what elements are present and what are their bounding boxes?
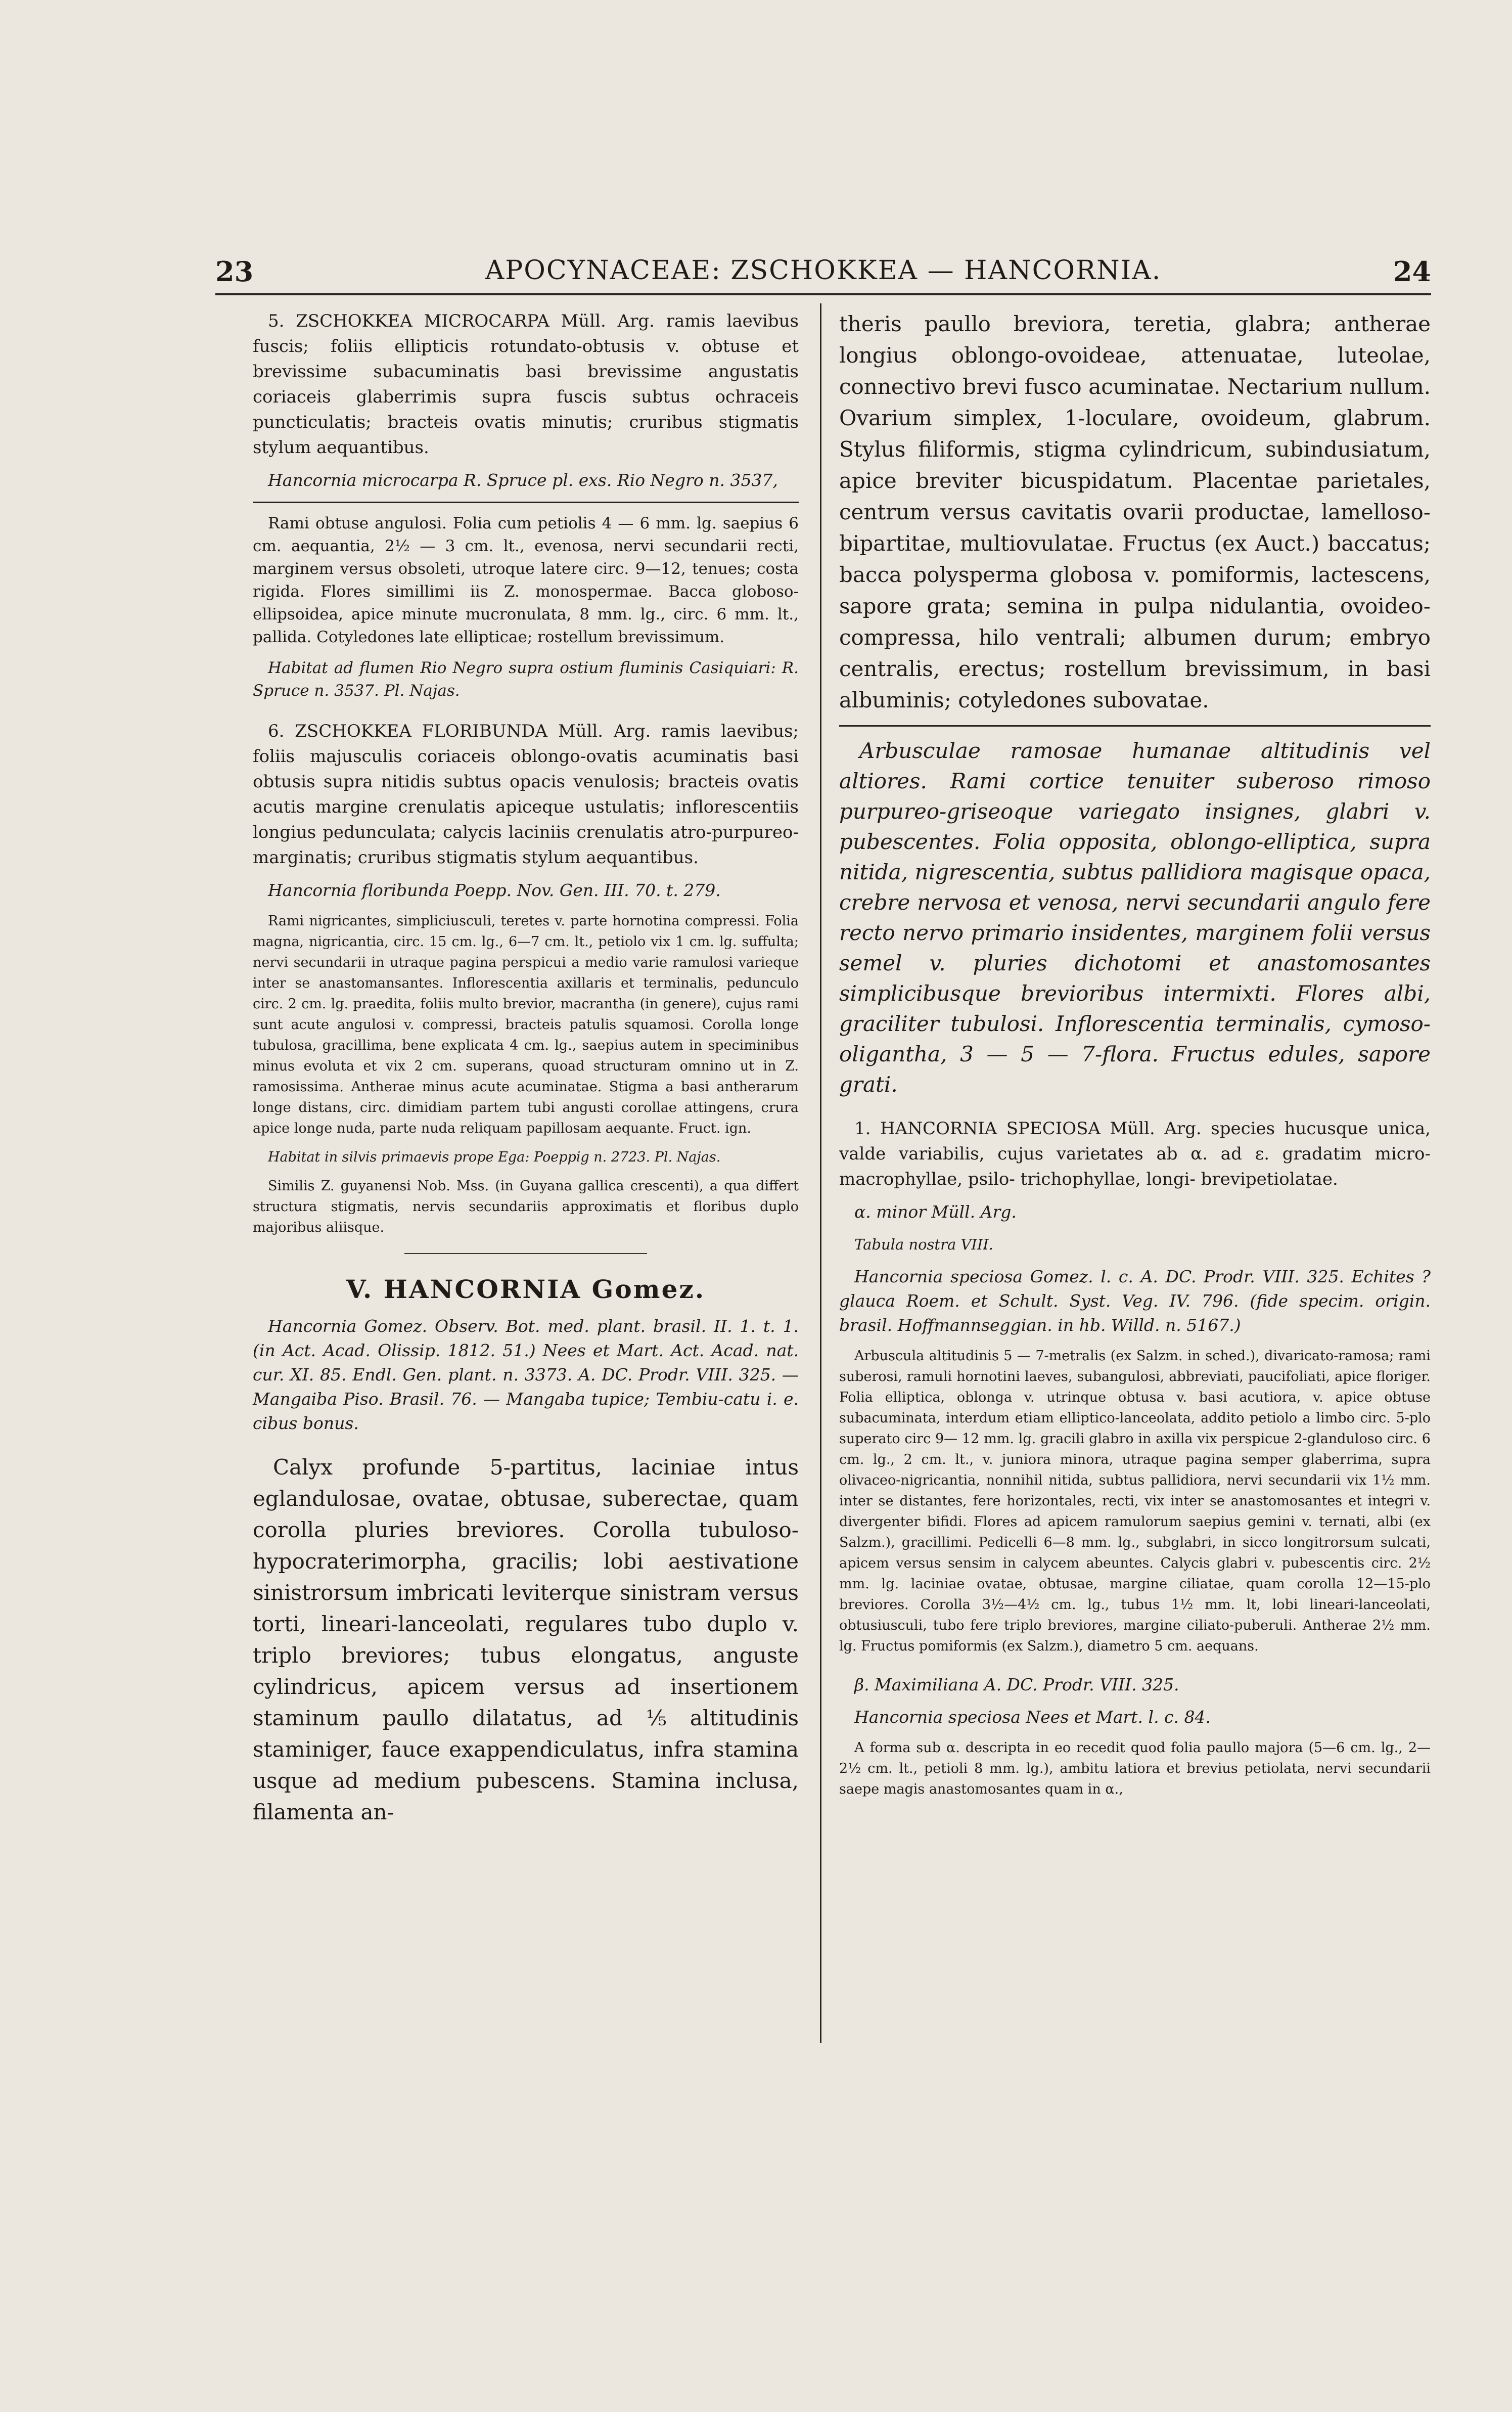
rule	[253, 502, 799, 503]
species-5-diagnosis: 5. ZSCHOKKEA MICROCARPA Müll. Arg. ramis laevibus fuscis; foliis ellipticis rotundato-obtusis v. obtuse et brevissime subacuminatis basi brevissime angustatis coriaceis glaberrimis supra fuscis subtus ochraceis puncticulatis; bracteis ovatis minutis; cruribus stigmatis stylum aequantibus.	[253, 311, 799, 458]
species-6-diagnosis: 6. ZSCHOKKEA FLORIBUNDA Müll. Arg. ramis laevibus; foliis majusculis coriaceis oblongo-ovatis acuminatis basi obtusis supra nitidis subtus opacis venulosis; bracteis ovatis acutis margine crenulatis apiceque ustulatis; inflorescentiis longius pedunculata; calycis laciniis crenulatis atro-purpureo-marginatis; cruribus stigmatis stylum aequantibus.	[253, 721, 799, 868]
species-6-note: Similis Z. guyanensi Nob. Mss. (in Guyana gallica crescenti), a qua differt structura stigmatis, nervis secundariis approximatis et floribus duplo majoribus aliisque.	[253, 1178, 799, 1235]
page-number-right: 24	[1393, 255, 1431, 288]
species-1-diagnosis: 1. HANCORNIA SPECIOSA Müll. Arg. species hucusque unica, valde variabilis, cujus varietates ab α. ad ε. gradatim micro- macrophyllae, psilo- trichophyllae, longi- brevipetiolatae.	[839, 1119, 1431, 1189]
species-6-habitat: Habitat in silvis primaevis prope Ega: Poeppig n. 2723. Pl. Najas.	[268, 1149, 721, 1165]
variety-beta-synonym: Hancornia speciosa Nees et Mart. l. c. 84.	[854, 1707, 1211, 1727]
rule	[839, 725, 1431, 727]
plate-reference: Tabula nostra VIII.	[854, 1236, 993, 1253]
variety-alpha-description: Arbuscula altitudinis 5 — 7-metralis (ex Salzm. in sched.), divaricato-ramosa; rami suberosi, ramuli hornotini laeves, subangulosi, abbreviati, paucifoliati, apice floriger. Folia elliptica, oblonga v. utrinque obtusa v. basi acutiora, v. apice obtuse subacuminata, interdum etiam elliptico-lanceolata, addito petiolo a limbo circ. 5-plo superato circ 9— 12 mm. lg. gracili glabro in axilla vix perspicue 2-glanduloso circ. 6 cm. lg., 2 cm. lt., v. juniora minora, utraque pagina semper glaberrima, supra olivaceo-nigricantia, nonnihil nitida, subtus pallidiora, nervi secundarii vix 1½ mm. inter se distantes, fere horizontales, recti, vix inter se anastomosantes et integri v. divergenter bifidi. Flores ad apicem ramulorum saepius gemini v. ternati, albi (ex Salzm.), gracillimi. Pedicelli 6—8 mm. lg., subglabri, in sicco longitrorsum sulcati, apicem versus sensim in calycem abeuntes. Calycis glabri v. pubescentis circ. 2½ mm. lg. laciniae ovatae, obtusae, margine ciliatae, quam corolla 12—15-plo breviores. Corolla 3½—4½ cm. lg., tubus 1½ mm. lt, lobi lineari-lanceolati, obtusiusculi, tubo fere triplo breviores, margine ciliato-puberuli. Antherae 2½ mm. lg. Fructus pomiformis (ex Salzm.), diametro 5 cm. aequans.	[839, 1348, 1431, 1654]
genus-habit: Arbusculae ramosae humanae altitudinis vel altiores. Rami cortice tenuiter suberoso rimoso purpureo-griseoque variegato insignes, glabri v. pubescentes. Folia opposita, oblongo-elliptica, supra nitida, nigrescentia, subtus pallidiora magisque opaca, crebre nervosa et venosa, nervi secundarii angulo fere recto nervo primario insidentes, marginem folii versus semel v. pluries dichotomi et anastomosantes simplicibusque brevioribus intermixti. Flores albi, graciliter tubulosi. Inflorescentia terminalis, cymoso-oligantha, 3 — 5 — 7-flora. Fructus edules, sapore grati.	[839, 738, 1431, 1097]
genus-description: Calyx profunde 5-partitus, laciniae intus eglandulosae, ovatae, obtusae, suberectae, quam corolla pluries breviores. Corolla tubuloso-hypocraterimorpha, gracilis; lobi aestivatione sinistrorsum imbricati leviterque sinistram versus torti, lineari-lanceolati, regulares tubo duplo v. triplo breviores; tubus elongatus, anguste cylindricus, apicem versus ad insertionem staminum paullo dilatatus, ad ⅕ altitudinis staminiger, fauce exappendiculatus, infra stamina usque ad medium pubescens. Stamina inclusa, filamenta an-	[253, 1455, 799, 1824]
variety-beta: β. Maximiliana A. DC. Prodr. VIII. 325.	[854, 1675, 1179, 1694]
section-separator	[404, 1253, 647, 1254]
genus-description-continued: theris paullo breviora, teretia, glabra; antherae longius oblongo-ovoideae, attenuatae, luteolae, connectivo brevi fusco acuminatae. Nectarium nullum. Ovarium simplex, 1-loculare, ovoideum, glabrum. Stylus filiformis, stigma cylindricum, subindusiatum, apice breviter bicuspidatum. Placentae parietales, centrum versus cavitatis ovarii productae, lamelloso-bipartitae, multiovulatae. Fructus (ex Auct.) baccatus; bacca polysperma globosa v. pomiformis, lactescens, sapore grata; semina in pulpa nidulantia, ovoideo-compressa, hilo ventrali; albumen durum; embryo centralis, erectus; rostellum brevissimum, in basi albuminis; cotyledones subovatae.	[839, 311, 1431, 712]
left-column	[253, 308, 799, 1828]
species-5-synonym: Hancornia microcarpa R. Spruce pl. exs. Rio Negro n. 3537,	[268, 470, 778, 490]
right-column	[839, 308, 1431, 1800]
species-6-synonym: Hancornia floribunda Poepp. Nov. Gen. III. 70. t. 279.	[268, 880, 721, 900]
variety-alpha: α. minor Müll. Arg.	[854, 1202, 1017, 1222]
species-5-habitat: Habitat ad flumen Rio Negro supra ostium fluminis Casiquiari: R. Spruce n. 3537. Pl. Najas.	[253, 659, 799, 700]
running-title: APOCYNACEAE: ZSCHOKKEA — HANCORNIA.	[485, 255, 1162, 286]
variety-beta-description: A forma sub α. descripta in eo recedit quod folia paullo majora (5—6 cm. lg., 2—2½ cm. lt., petioli 8 mm. lg.), ambitu latiora et brevius petiolata, nervi secundarii saepe magis anastomosantes quam in α.,	[839, 1740, 1431, 1797]
genus-synonymy: Hancornia Gomez. Observ. Bot. med. plant. brasil. II. 1. t. 1. (in Act. Acad. Olissip. 1812. 51.) Nees et Mart. Act. Acad. nat. cur. XI. 85. Endl. Gen. plant. n. 3373. A. DC. Prodr. VIII. 325. — Mangaiba Piso. Brasil. 76. — Mangaba tupice; Tembiu-catu i. e. cibus bonus.	[253, 1316, 799, 1433]
header-rule	[215, 293, 1431, 295]
species-5-description: Rami obtuse angulosi. Folia cum petiolis 4 — 6 mm. lg. saepius 6 cm. aequantia, 2½ — 3 cm. lt., evenosa, nervi secundarii recti, marginem versus obsoleti, utroque latere circ. 9—12, tenues; costa rigida. Flores simillimi iis Z. monospermae. Bacca globoso-ellipsoidea, apice minute mucronulata, 8 mm. lg., circ. 6 mm. lt., pallida. Cotyledones late ellipticae; rostellum brevissimum.	[253, 514, 799, 646]
genus-title: V. HANCORNIA Gomez.	[346, 1274, 706, 1304]
species-6-description: Rami nigricantes, simpliciusculi, teretes v. parte hornotina compressi. Folia magna, nigricantia, circ. 15 cm. lg., 6—7 cm. lt., petiolo vix 1 cm. lg. suffulta; nervi secundarii in utraque pagina perspicui a medio varie ramulosi varieque inter se anastomansantes. Inflorescentia axillaris et terminalis, pedunculo circ. 2 cm. lg. praedita, foliis multo brevior, macrantha (in genere), cujus rami sunt acute angulosi v. compressi, bracteis patulis squamosi. Corolla longe tubulosa, gracillima, bene explicata 4 cm. lg., saepius autem in speciminibus minus evoluta et vix 2 cm. superans, quoad structuram omnino ut in Z. ramosissima. Antherae minus acute acuminatae. Stigma a basi antherarum longe distans, circ. dimidiam partem tubi angusti corollae attingens, crura apice longe nuda, parte nuda reliquam papillosam aequante. Fruct. ign.	[253, 913, 799, 1136]
variety-alpha-synonyms: Hancornia speciosa Gomez. l. c. A. DC. Prodr. VIII. 325. Echites ? glauca Roem. et Schult. Syst. Veg. IV. 796. (fide specim. origin. brasil. Hoffmannseggian. in hb. Willd. n. 5167.)	[839, 1267, 1431, 1335]
column-divider	[820, 303, 821, 2043]
page-number-left: 23	[215, 255, 254, 288]
running-header	[215, 255, 1431, 291]
